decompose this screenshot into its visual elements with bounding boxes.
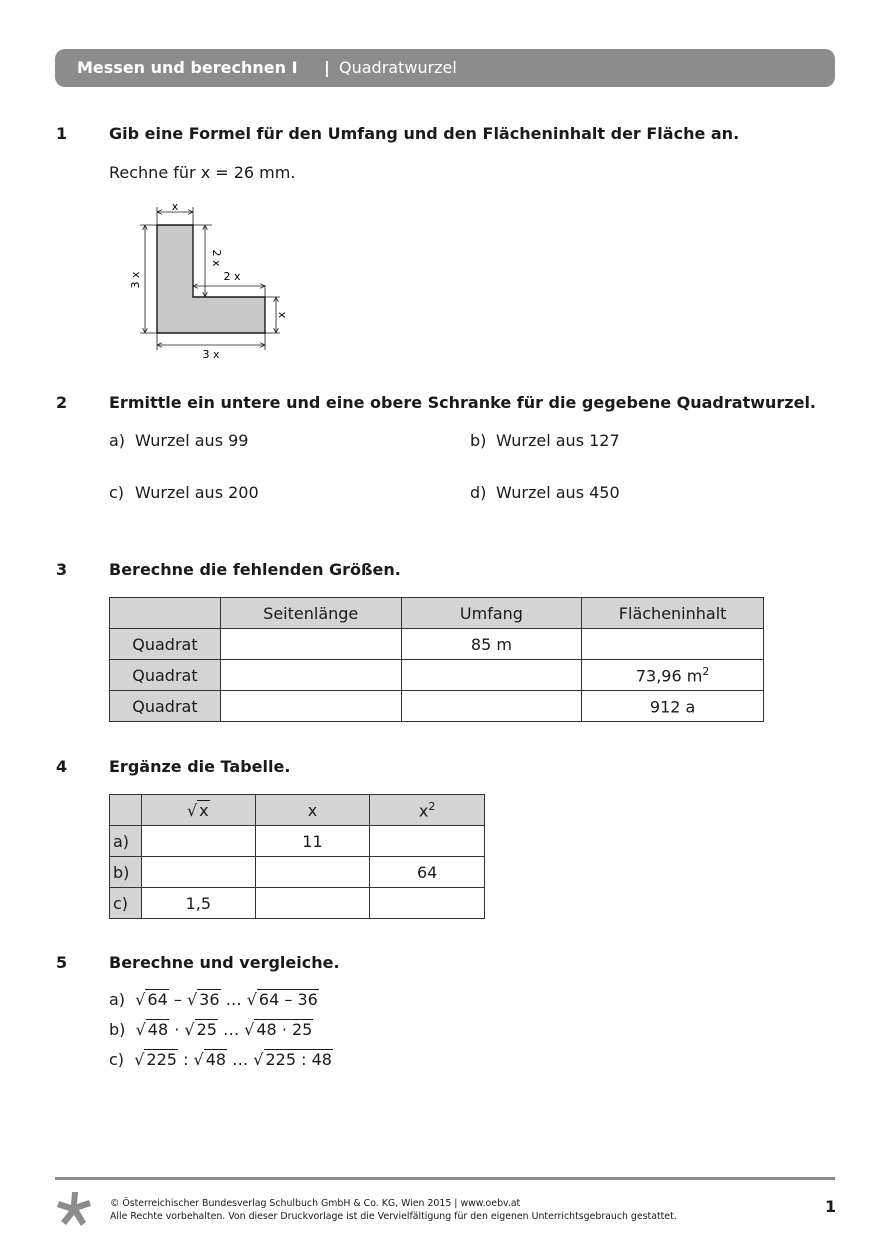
cell-seitenlaenge [220, 629, 401, 660]
table-row [110, 888, 485, 919]
task-2-number: 2 [56, 393, 68, 412]
cell-sqrt-x: 1,5 [141, 888, 255, 919]
table-row [110, 660, 764, 691]
radicand: 48 · 25 [256, 1020, 313, 1039]
task-1-number: 1 [56, 124, 68, 143]
l-shape-figure [125, 198, 300, 363]
label-inner-vertical: 2 x [210, 249, 223, 267]
col-header-flaecheninhalt: Flächeninhalt [582, 598, 764, 629]
task-2-item-d-text: Wurzel aus 450 [496, 483, 620, 502]
root-symbol: √ [184, 1020, 195, 1039]
cell-x: 11 [255, 826, 370, 857]
radicand: 36 [199, 990, 220, 1009]
cell-flaecheninhalt [582, 629, 764, 660]
header-title-light: Quadratwurzel [339, 58, 457, 77]
header-separator: | [324, 58, 330, 77]
root-symbol: √ [186, 990, 198, 1009]
radicand: 48 [205, 1050, 227, 1069]
col-header-sqrt-x [141, 795, 255, 826]
footer-rights: Alle Rechte vorbehalten. Von dieser Druckvorlage ist die Vervielfältigung für den eigenen Unterrichtsgebrauch gestattet. [110, 1211, 677, 1222]
header-bar [55, 49, 835, 87]
footer-copyright: © Österreichischer Bundesverlag Schulbuch GmbH & Co. KG, Wien 2015 | www.oebv.at [110, 1198, 521, 1209]
task-2-item-c-label: c) [109, 483, 125, 502]
root-symbol: √ [134, 1050, 145, 1069]
ellipsis: … [225, 990, 242, 1009]
item-label: c) [109, 1050, 125, 1069]
radicand: 48 [147, 1020, 169, 1039]
cell-seitenlaenge [220, 660, 401, 691]
task-4-number: 4 [56, 757, 68, 776]
row-label: Quadrat [110, 691, 221, 722]
item-label: b) [109, 1020, 126, 1039]
root-symbol: √ [244, 1020, 255, 1039]
root-symbol: √ [246, 990, 257, 1009]
x-base: x [418, 801, 429, 821]
ellipsis: … [232, 1050, 249, 1069]
item-label: a) [109, 990, 126, 1009]
task-5-item-c [109, 1050, 333, 1069]
header-title-bold: Messen und berechnen I [77, 58, 298, 77]
cell-umfang [401, 691, 582, 722]
task-2-item-a-label: a) [109, 431, 126, 450]
col-header-umfang: Umfang [401, 598, 582, 629]
label-top: x [171, 200, 179, 213]
table-row [110, 857, 485, 888]
task-2-item-a-text: Wurzel aus 99 [135, 431, 249, 450]
cell-flaeche-value: 73,96 m [635, 666, 703, 686]
table-corner [110, 795, 142, 826]
row-label: c) [110, 888, 142, 919]
table-corner [110, 598, 221, 629]
task-4-title: Ergänze die Tabelle. [109, 757, 291, 776]
col-header-seitenlaenge: Seitenlänge [220, 598, 401, 629]
operator: : [183, 1050, 189, 1069]
radicand: 225 : 48 [265, 1050, 332, 1069]
task-5-item-a [109, 990, 319, 1009]
task-5-number: 5 [56, 953, 68, 972]
task-1-subtitle: Rechne für x = 26 mm. [109, 163, 296, 182]
footer-divider [55, 1177, 835, 1180]
root-symbol: √ [135, 990, 146, 1009]
radicand: 64 – 36 [258, 990, 318, 1009]
cell-seitenlaenge [220, 691, 401, 722]
task-3-number: 3 [56, 560, 68, 579]
task-1-title: Gib eine Formel für den Umfang und den Flächeninhalt der Fläche an. [109, 124, 740, 143]
radicand: 25 [196, 1020, 217, 1039]
root-symbol: √ [193, 1050, 204, 1069]
footer-text [110, 1197, 677, 1223]
sqrt-radicand: x [199, 800, 209, 820]
l-shape [157, 225, 265, 333]
cell-flaecheninhalt [582, 691, 764, 722]
row-label: a) [110, 826, 142, 857]
task-4-table [109, 794, 485, 919]
task-2-item-d-label: d) [470, 483, 487, 502]
label-left: 3 x [129, 271, 142, 289]
row-label: Quadrat [110, 660, 221, 691]
radicand: 225 [146, 1050, 177, 1069]
cell-sqrt-x [141, 826, 255, 857]
task-3-table [109, 597, 764, 722]
page-number: 1 [825, 1197, 837, 1216]
row-label: Quadrat [110, 629, 221, 660]
operator: – [173, 990, 182, 1009]
task-2-item-c-text: Wurzel aus 200 [135, 483, 259, 502]
cell-umfang [401, 660, 582, 691]
task-2-title: Ermittle ein untere und eine obere Schranke für die gegebene Quadratwurzel. [109, 393, 817, 412]
task-2-item-b-label: b) [470, 431, 487, 450]
cell-x-squared [370, 826, 485, 857]
root-symbol: √ [135, 1020, 146, 1039]
task-2-item-b-text: Wurzel aus 127 [496, 431, 620, 450]
col-header-x: x [255, 795, 370, 826]
table-row [110, 826, 485, 857]
row-label: b) [110, 857, 142, 888]
sqrt-symbol: √ [186, 800, 198, 820]
cell-flaeche-exp: 2 [702, 664, 710, 678]
task-5-title: Berechne und vergleiche. [109, 953, 340, 972]
radicand: 64 [147, 990, 168, 1009]
table-row [110, 629, 764, 660]
cell-x [255, 888, 370, 919]
x-exponent: 2 [428, 799, 436, 813]
table-row [110, 691, 764, 722]
label-inner-horizontal: 2 x [223, 270, 241, 283]
cell-flaecheninhalt [582, 660, 764, 691]
operator: · [174, 1020, 180, 1039]
cell-x-squared: 64 [370, 857, 485, 888]
col-header-x-squared [370, 795, 485, 826]
cell-x-squared [370, 888, 485, 919]
label-right: x [275, 311, 288, 319]
root-symbol: √ [253, 1050, 264, 1069]
ellipsis: … [223, 1020, 240, 1039]
publisher-logo-icon [55, 1190, 93, 1228]
cell-flaeche-value: 912 a [649, 697, 696, 717]
task-5-item-b [109, 1020, 313, 1039]
label-bottom: 3 x [202, 348, 220, 361]
cell-sqrt-x [141, 857, 255, 888]
cell-x [255, 857, 370, 888]
task-3-title: Berechne die fehlenden Größen. [109, 560, 401, 579]
cell-umfang: 85 m [401, 629, 582, 660]
